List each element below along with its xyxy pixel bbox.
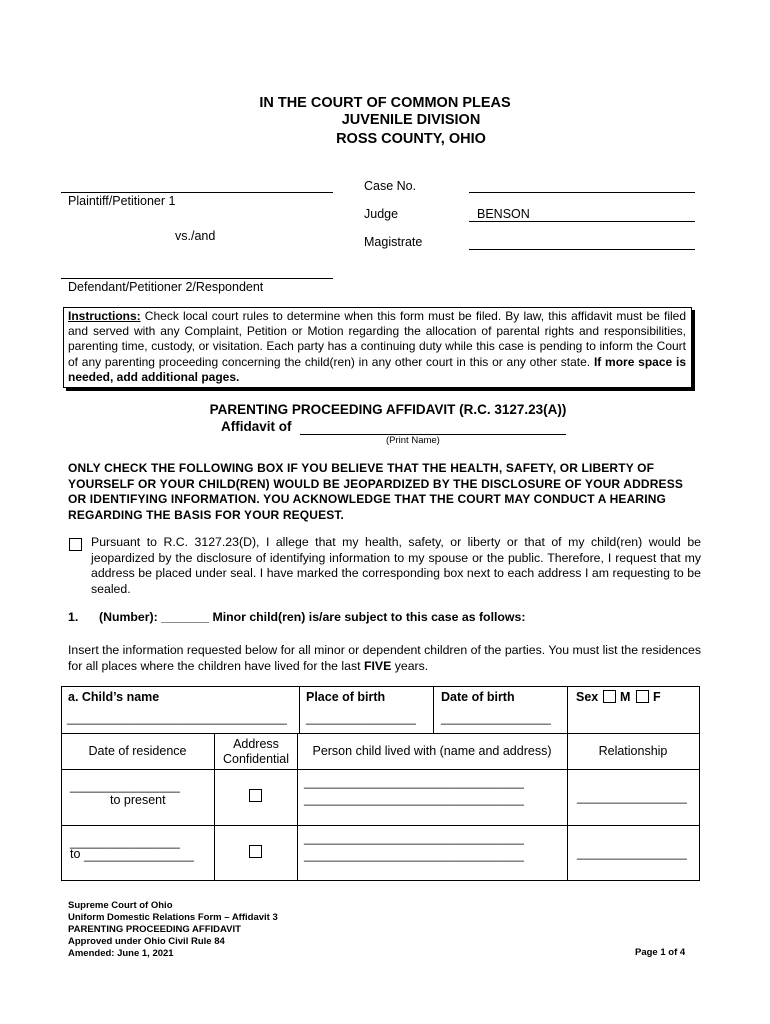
address-confidential-header: Address Confidential (222, 737, 289, 766)
to-label: to (70, 847, 81, 861)
place-of-birth-header: Place of birth (306, 690, 386, 704)
childs-name-header: a. Child’s name (68, 690, 160, 704)
residence-to-field[interactable]: ________________ (84, 848, 194, 862)
insert-info-tail: years. (391, 658, 429, 673)
magistrate-label: Magistrate (364, 235, 423, 249)
form-footer (68, 900, 278, 960)
date-of-birth-field[interactable]: ________________ (441, 711, 551, 725)
affidavit-of-label: Affidavit of (221, 419, 292, 434)
table-top-border (61, 686, 700, 687)
relationship-field[interactable]: ________________ (577, 846, 687, 860)
insert-info-five: FIVE (363, 658, 392, 673)
person-lived-with-header: Person child lived with (name and address) (312, 744, 552, 758)
section-number: 1. (68, 610, 79, 624)
to-present-label: to present (110, 793, 166, 807)
date-of-residence-header: Date of residence (88, 744, 187, 758)
sex-m-checkbox[interactable] (603, 690, 616, 703)
division-title: JUVENILE DIVISION (341, 112, 481, 128)
judge-value[interactable]: BENSON (477, 207, 530, 221)
instructions-heading: Instructions: (68, 309, 141, 323)
place-of-birth-field[interactable]: ________________ (306, 711, 416, 725)
vs-label: vs./and (175, 229, 216, 243)
table-row-divider (61, 733, 700, 734)
plaintiff-line[interactable] (61, 192, 333, 193)
sex-m-label: M (620, 690, 631, 704)
address-confidential-checkbox[interactable] (249, 845, 262, 858)
person-address-field[interactable]: ________________________________ (304, 848, 524, 862)
relationship-field[interactable]: ________________ (577, 790, 687, 804)
insert-info-body: Insert the information requested below for all minor or dependent children of the parties. You must list the residences for all places where the children have lived for the last (68, 643, 701, 673)
table-row-divider (61, 769, 700, 770)
table-col-divider (299, 686, 300, 733)
seal-request-checkbox[interactable] (69, 538, 82, 551)
footer-line: Amended: June 1, 2021 (68, 948, 174, 959)
residence-from-field[interactable]: ________________ (70, 779, 180, 793)
footer-line: PARENTING PROCEEDING AFFIDAVIT (68, 924, 241, 935)
sex-f-label: F (653, 690, 661, 704)
magistrate-field[interactable] (469, 249, 695, 250)
section-1-text: (Number): _______ Minor child(ren) is/are subject to this case as follows: (99, 610, 526, 624)
sex-header: Sex (576, 690, 599, 704)
case-no-field[interactable] (469, 192, 695, 193)
instructions-box (63, 307, 692, 388)
relationship-header: Relationship (598, 744, 668, 758)
footer-line: Supreme Court of Ohio (68, 900, 173, 911)
footer-line: Approved under Ohio Civil Rule 84 (68, 936, 225, 947)
affidavit-title: PARENTING PROCEEDING AFFIDAVIT (R.C. 3127.23(A)) (209, 402, 567, 417)
table-col-divider (214, 733, 215, 880)
warning-text: ONLY CHECK THE FOLLOWING BOX IF YOU BELIEVE THAT THE HEALTH, SAFETY, OR LIBERTY OF YOURSELF OR YOUR CHILD(REN) WOULD BE JEOPARDIZED BY THE DISCLOSURE OF YOUR ADDRESS OR IDENTIFYING INFORMATION. YOU ACKNOWLEDGE THAT THE COURT MAY CONDUCT A HEARING REGARDING THE BASIS FOR YOUR REQUEST. (68, 461, 684, 522)
date-of-birth-header: Date of birth (441, 690, 515, 704)
sex-f-checkbox[interactable] (636, 690, 649, 703)
table-col-divider (433, 686, 434, 733)
defendant-line[interactable] (61, 278, 333, 279)
judge-field[interactable] (469, 221, 695, 222)
person-address-field[interactable]: ________________________________ (304, 831, 524, 845)
case-no-label: Case No. (364, 179, 417, 193)
childs-name-field[interactable]: ________________________________ (67, 711, 287, 725)
seal-request-text: Pursuant to R.C. 3127.23(D), I allege that my health, safety, or liberty or that of my child(ren) would be jeopardized by the disclosure of identifying information to my spouse or the public. Therefore, I request that my address be placed under seal. I have marked the corresponding box next to each address I am requesting to be sealed. (91, 535, 701, 596)
table-row-divider (61, 825, 700, 826)
judge-label: Judge (364, 207, 399, 221)
defendant-label: Defendant/Petitioner 2/Respondent (68, 280, 264, 294)
table-right-border (699, 686, 700, 880)
instructions-body: Check local court rules to determine when this form must be filed. By law, this affidavit must be filed and served with any Complaint, Petition or Motion regarding the allocation of parental rights and responsibilities, parenting time, custody, or visitation. Each party has a continuing duty while this case is pending to inform the Court of any parenting proceeding concerning the child(ren) in any other court in this or any other state. (68, 309, 686, 369)
person-address-field[interactable]: ________________________________ (304, 775, 524, 789)
residence-from-field[interactable]: ________________ (70, 835, 180, 849)
table-col-divider (567, 686, 568, 880)
table-bottom-border (61, 880, 700, 881)
plaintiff-label: Plaintiff/Petitioner 1 (68, 194, 176, 208)
print-name-caption: (Print Name) (386, 435, 440, 446)
footer-line: Uniform Domestic Relations Form – Affidavit 3 (68, 912, 278, 923)
page-number: Page 1 of 4 (635, 947, 686, 958)
instructions-bold-tail: If more space is needed, add additional pages. (68, 354, 686, 384)
insert-info-text (68, 643, 701, 674)
court-title: IN THE COURT OF COMMON PLEAS (259, 95, 511, 111)
county-title: ROSS COUNTY, OHIO (336, 131, 486, 147)
person-address-field[interactable]: ________________________________ (304, 792, 524, 806)
address-confidential-checkbox[interactable] (249, 789, 262, 802)
table-left-border (61, 686, 62, 880)
